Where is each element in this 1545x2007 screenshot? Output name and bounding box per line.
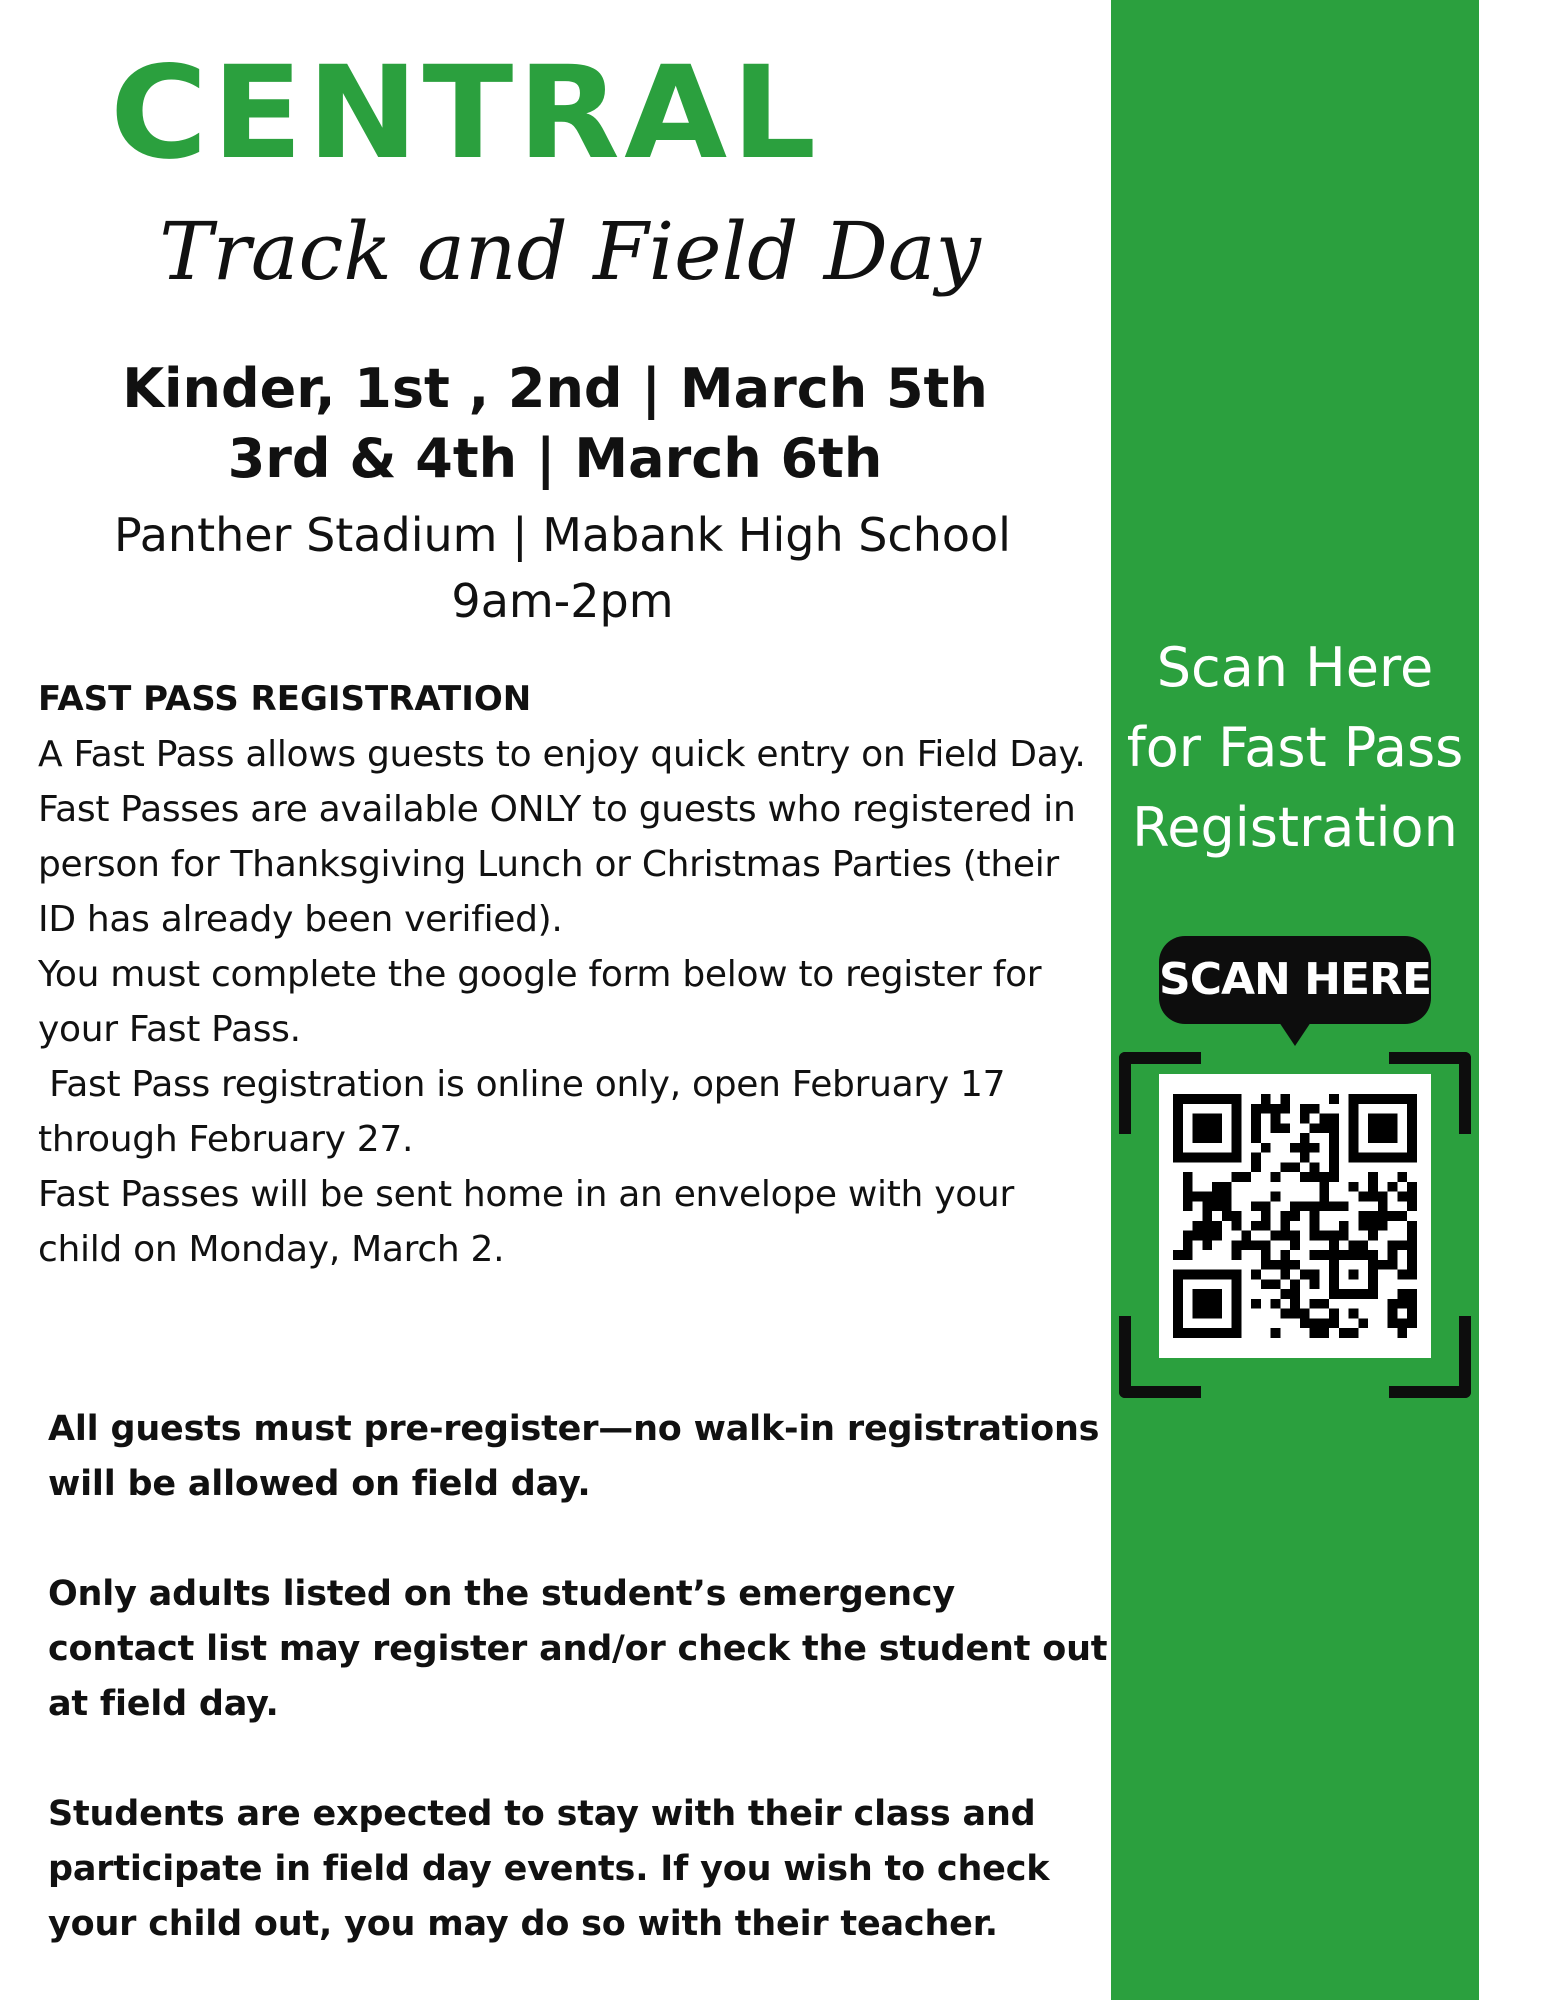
bubble-tail bbox=[1279, 1022, 1311, 1046]
rule-stay-with-class: Students are expected to stay with their class and participate in field day events. If you wish to check your child out, you may do so with their teacher. bbox=[48, 1794, 1050, 1944]
venue-location: Panther Stadium | Mabank High School bbox=[114, 508, 1011, 562]
flyer-title: CENTRAL bbox=[110, 39, 821, 188]
fast-pass-section bbox=[38, 672, 1098, 1277]
fast-pass-paragraph: Fast Pass registration is online only, open February 17 through February 27. bbox=[38, 1064, 1017, 1160]
guest-rules bbox=[48, 1402, 1108, 2007]
qr-code-icon[interactable] bbox=[1173, 1092, 1417, 1340]
rule-emergency-contact: Only adults listed on the student’s emergency contact list may register and/or check the student out at field day. bbox=[48, 1574, 1108, 1724]
scan-instructions bbox=[1111, 628, 1479, 868]
event-dates bbox=[0, 354, 1110, 494]
date-line-3-4: 3rd & 4th | March 6th bbox=[227, 427, 883, 490]
scan-line: for Fast Pass bbox=[1126, 716, 1464, 779]
scan-line: Scan Here bbox=[1156, 636, 1434, 699]
qr-code[interactable] bbox=[1159, 1074, 1431, 1358]
green-sidebar bbox=[1111, 0, 1479, 2000]
fast-pass-paragraph: Fast Passes are available ONLY to guests who registered in person for Thanksgiving Lunch or Christmas Parties (their ID has already been verified). bbox=[38, 789, 1076, 940]
fast-pass-paragraph: Fast Passes will be sent home in an envelope with your child on Monday, March 2. bbox=[38, 1174, 1014, 1270]
fast-pass-heading: FAST PASS REGISTRATION bbox=[38, 679, 532, 719]
scan-here-bubble: SCAN HERE bbox=[1159, 936, 1431, 1024]
date-line-k-2: Kinder, 1st , 2nd | March 5th bbox=[122, 357, 988, 420]
flyer-subtitle: Track and Field Day bbox=[159, 205, 981, 298]
venue-time: 9am-2pm bbox=[451, 574, 674, 628]
scan-line: Registration bbox=[1132, 796, 1458, 859]
rule-pre-register: All guests must pre-register—no walk-in registrations will be allowed on field day. bbox=[48, 1409, 1100, 1504]
fast-pass-paragraph: You must complete the google form below to register for your Fast Pass. bbox=[38, 954, 1042, 1050]
fast-pass-paragraph: A Fast Pass allows guests to enjoy quick entry on Field Day. bbox=[38, 734, 1086, 775]
event-venue bbox=[0, 502, 1125, 634]
